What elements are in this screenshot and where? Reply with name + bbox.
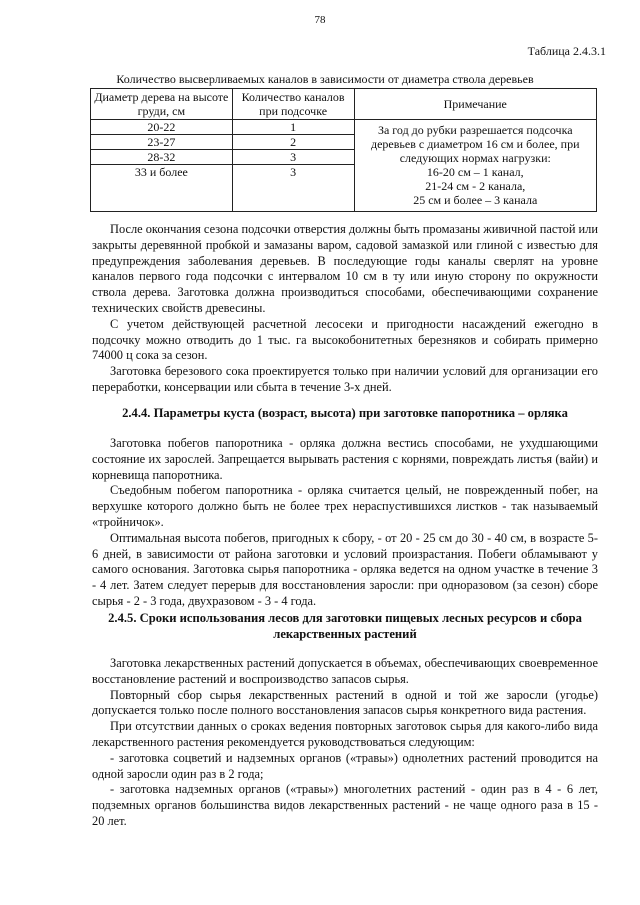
- heading-2-4-4: 2.4.4. Параметры куста (возраст, высота) при заготовке папоротника – орляка: [122, 406, 568, 420]
- header-count: Количество каналов при подсочке: [232, 89, 354, 120]
- heading-2-4-5: 2.4.5. Сроки использования лесов для заготовки пищевых лесных ресурсов и сбора лекарственных растений: [108, 611, 582, 641]
- cell-count: 3: [232, 165, 354, 212]
- table-caption: Таблица 2.4.3.1: [527, 44, 606, 58]
- table-title: Количество высверливаемых каналов в зависимости от диаметра ствола деревьев: [116, 72, 534, 86]
- paragraph: При отсутствии данных о сроках ведения повторных заготовок сырья для какого-либо вида лекарственного растения рекомендуется руководствоваться следующим:: [92, 719, 598, 749]
- list-item: - заготовка надземных органов («травы») многолетних растений - один раз в 4 - 6 лет, подземных органов большинства видов лекарственных растений - не чаще одного раза в 15 - 20 лет.: [92, 782, 598, 828]
- cell-note: [354, 120, 596, 212]
- paragraph: Съедобным побегом папоротника - орляка считается целый, не поврежденный побег, на верхушке которого должно быть не более трех нераспустившихся листков - так называемый «тройничок».: [92, 483, 598, 529]
- section-fern-text: [92, 436, 598, 610]
- drill-channels-table: [90, 88, 597, 212]
- paragraph: Заготовка лекарственных растений допускается в объемах, обеспечивающих своевременное восстановление растений и воспроизводство запасов сырья.: [92, 656, 598, 686]
- paragraph: После окончания сезона подсочки отверстия должны быть промазаны живичной пастой или закрыты деревянной пробкой и замазаны варом, садовой замазкой или глиной с известью для предупреждения заболевания деревьев. В последующие годы каналы сверлят на уровне каналов первого года подсочки с интервалом 10 см в ту или иную сторону по окружности ствола дерева. Заготовка должна производиться способами, обеспечивающими сохранение технических свойств древесины.: [92, 222, 598, 315]
- list-item: - заготовка соцветий и надземных органов («травы») однолетних растений проводится на одной заросли один раз в 2 года;: [92, 750, 598, 781]
- table-row: [91, 120, 597, 135]
- cell-diameter: 33 и более: [91, 165, 233, 212]
- cell-count: 3: [232, 150, 354, 165]
- table-header-row: [91, 89, 597, 120]
- paragraph: Повторный сбор сырья лекарственных растений в одной и той же заросли (угодье) допускается только после полного восстановления запасов сырья конкретного вида растения.: [92, 687, 598, 718]
- cell-count: 2: [232, 135, 354, 150]
- cell-count: 1: [232, 120, 354, 135]
- cell-diameter: 28-32: [91, 150, 233, 165]
- page-number: 78: [314, 14, 326, 26]
- section-medicinal-text: [92, 656, 598, 830]
- cell-diameter: 23-27: [91, 135, 233, 150]
- cell-diameter: 20-22: [91, 120, 233, 135]
- note-line: За год до рубки разрешается подсочка деревьев с диаметром 16 см и более, при следующих нормах нагрузки:: [370, 123, 580, 165]
- header-note: Примечание: [354, 89, 596, 120]
- section-sap-text: [92, 222, 598, 396]
- note-line: 16-20 см – 1 канал,: [426, 165, 524, 179]
- paragraph: Заготовка березового сока проектируется только при наличии условий для организации его переработки, консервации или сбыта в течение 3-х дней.: [92, 364, 598, 394]
- paragraph: Оптимальная высота побегов, пригодных к сбору, - от 20 - 25 см до 30 - 40 см, в возрасте 5-6 дней, в зависимости от района заготовки и условий произрастания. Побеги обламывают у самого основания. Заготовка сырья папоротника - орляка ведется на одном участке в течение 3 - 4 лет. Затем следует перерыв для восстановления заросли: при одноразовом (за сезон) сборе сырья - 2 - 3 года, двухразовом - 3 - 4 года.: [92, 530, 598, 608]
- note-line: 25 см и более – 3 канала: [413, 193, 538, 207]
- paragraph: Заготовка побегов папоротника - орляка должна вестись способами, не ухудшающими состояние их зарослей. Запрещается вырывать растения с корнями, повреждать листья (вайи) и корневища папоротника.: [92, 436, 598, 482]
- paragraph: С учетом действующей расчетной лесосеки и пригодности насаждений ежегодно в подсочку можно отводить до 1 тыс. га высокобонитетных березняков и собирать примерно 74000 ц сока за сезон.: [92, 316, 598, 363]
- note-line: 21-24 см - 2 канала,: [425, 179, 526, 193]
- header-diameter: Диаметр дерева на высоте груди, см: [91, 89, 233, 120]
